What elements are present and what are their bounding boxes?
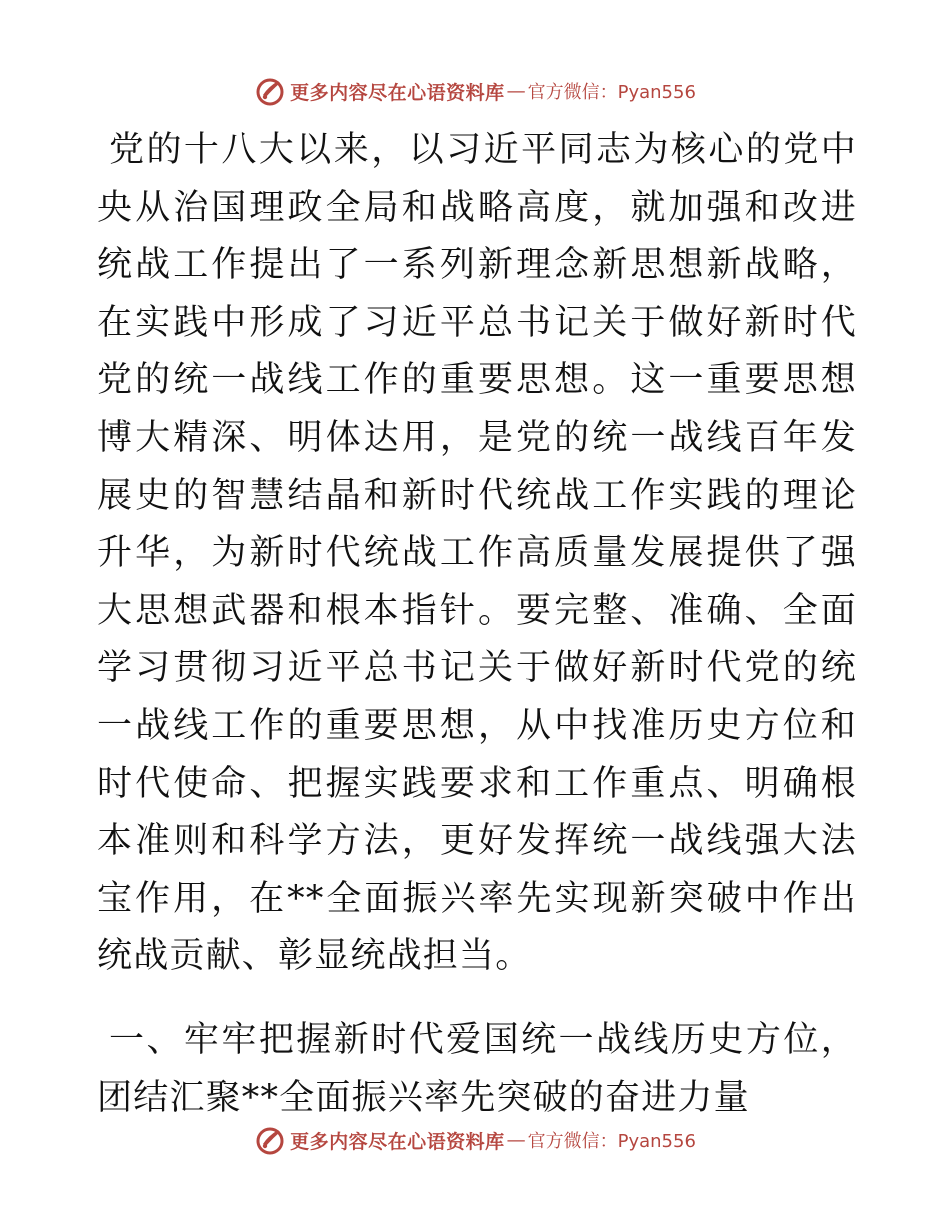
document-body [97, 122, 857, 1127]
watermark-separator: — [506, 80, 526, 102]
brush-logo-icon [254, 1124, 286, 1156]
watermark-brand-text: 更多内容尽在心语资料库 [290, 81, 505, 104]
watermark-brand-text: 更多内容尽在心语资料库 [290, 1130, 505, 1153]
body-paragraph: 党的十八大以来，以习近平同志为核心的党中央从治国理政全局和战略高度，就加强和改进统战工作提出了一系列新理念新思想新战略，在实践中形成了习近平总书记关于做好新时代党的统一战线工作的重要思想。这一重要思想博大精深、明体达用，是党的统一战线百年发展史的智慧结晶和新时代统战工作实践的理论升华，为新时代统战工作高质量发展提供了强大思想武器和根本指针。要完整、准确、全面学习贯彻习近平总书记关于做好新时代党的统一战线工作的重要思想，从中找准历史方位和时代使命、把握实践要求和工作重点、明确根本准则和科学方法，更好发挥统一战线强大法宝作用，在**全面振兴率先实现新突破中作出统战贡献、彰显统战担当。 [97, 130, 857, 977]
section-heading: 一、牢牢把握新时代爱国统一战线历史方位，团结汇聚**全面振兴率先突破的奋进力量 [97, 1019, 857, 1118]
header-watermark [0, 71, 950, 111]
watermark-wechat-text: 官方微信：Pyan556 [527, 1131, 696, 1152]
brush-logo-icon [254, 75, 286, 107]
watermark-wechat-text: 官方微信：Pyan556 [527, 82, 696, 103]
footer-watermark [0, 1120, 950, 1160]
watermark-separator: — [506, 1129, 526, 1151]
